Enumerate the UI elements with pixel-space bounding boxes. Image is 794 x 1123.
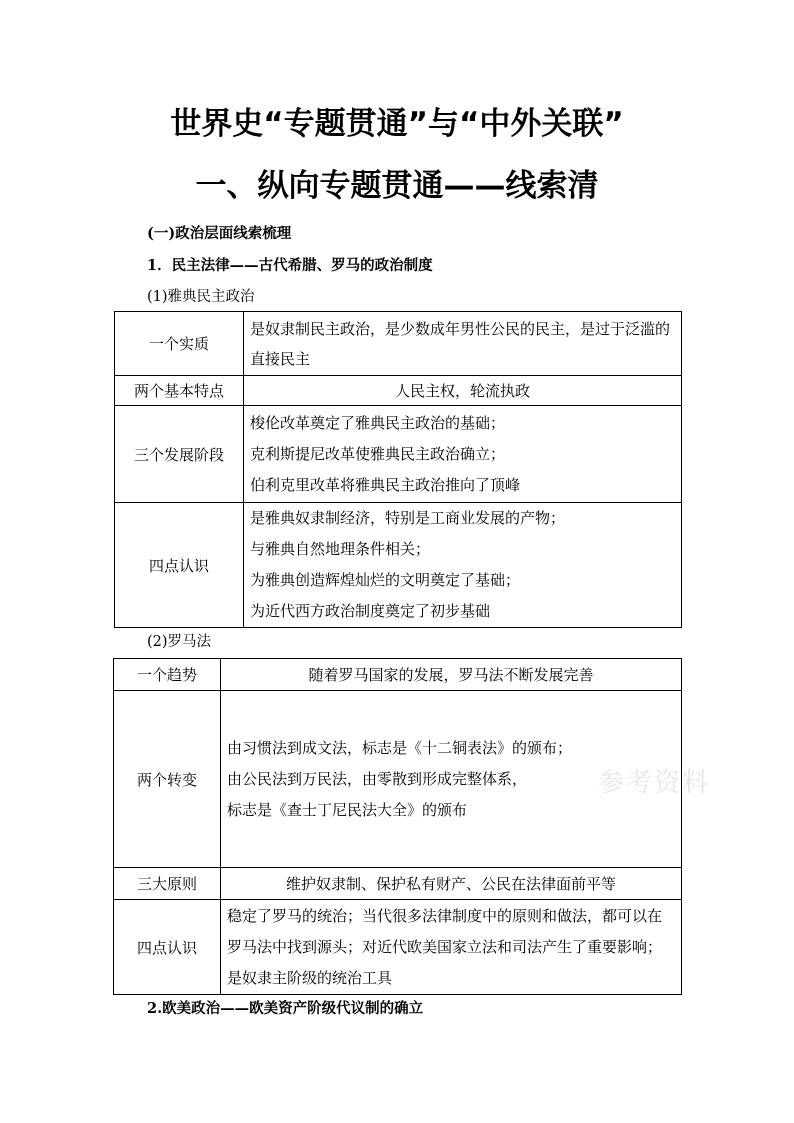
content-line: 克利斯提尼改革使雅典民主政治确立； [250,444,506,463]
page-title: 世界史“专题贯通”与“中外关联” [170,106,624,142]
table-row [114,659,682,691]
row-content [244,406,682,503]
row-label: 三大原则 [114,868,221,900]
content-line: 由习惯法到成文法，标志是《十二铜表法》的颁布； [227,738,573,757]
content-line: 与雅典自然地理条件相关； [250,540,431,558]
subheading-roman-law: (2)罗马法 [147,634,212,650]
content-line: 梭伦改革奠定了雅典民主政治的基础； [250,413,506,432]
row-label: 一个趋势 [114,659,221,691]
table-row [115,503,682,628]
content-line: 由公民法到万民法，由零散到形成完整体系， [227,769,528,788]
table-row [115,406,682,503]
row-content [244,503,682,628]
row-label: 三个发展阶段 [115,406,244,503]
content-line: 是雅典奴隶制经济，特别是工商业发展的产物； [250,509,566,527]
row-label: 四点认识 [115,503,244,628]
row-content: 人民主权，轮流执政 [244,376,682,406]
row-content: 稳定了罗马的统治；当代很多法律制度中的原则和做法，都可以在罗马法中找到源头；对近代欧美国家立法和司法产生了重要影响；是奴隶主阶级的统治工具 [221,900,682,995]
row-content: 随着罗马国家的发展，罗马法不断发展完善 [221,659,682,691]
roman-law-table [113,658,682,995]
table-row [114,691,682,868]
watermark: 参考资料 [598,768,711,798]
row-label: 两个转变 [114,691,221,868]
row-label: 一个实质 [115,312,244,376]
content-line: 伯利克里改革将雅典民主政治推向了顶峰 [250,475,521,494]
heading-2: 2.欧美政治——欧美资产阶级代议制的确立 [147,1000,424,1017]
table-row [115,376,682,406]
content-line: 为雅典创造辉煌灿烂的文明奠定了基础； [250,571,521,589]
section-label: (一)政治层面线索梳理 [147,225,292,242]
athens-democracy-table [114,311,682,628]
row-content: 是奴隶制民主政治，是少数成年男性公民的民主，是过于泛滥的直接民主 [244,312,682,376]
content-line: 标志是《查士丁尼民法大全》的颁布 [227,800,468,819]
table-row [115,312,682,376]
table-row [114,900,682,995]
row-content: 维护奴隶制、保护私有财产、公民在法律面前平等 [221,868,682,900]
page-subtitle: 一、纵向专题贯通——线索清 [195,168,599,204]
table-row [114,868,682,900]
row-label: 四点认识 [114,900,221,995]
content-line: 为近代西方政治制度奠定了初步基础 [250,602,491,620]
heading-1: 1．民主法律——古代希腊、罗马的政治制度 [147,257,433,274]
row-label: 两个基本特点 [115,376,244,406]
subheading-athens: (1)雅典民主政治 [147,289,255,305]
